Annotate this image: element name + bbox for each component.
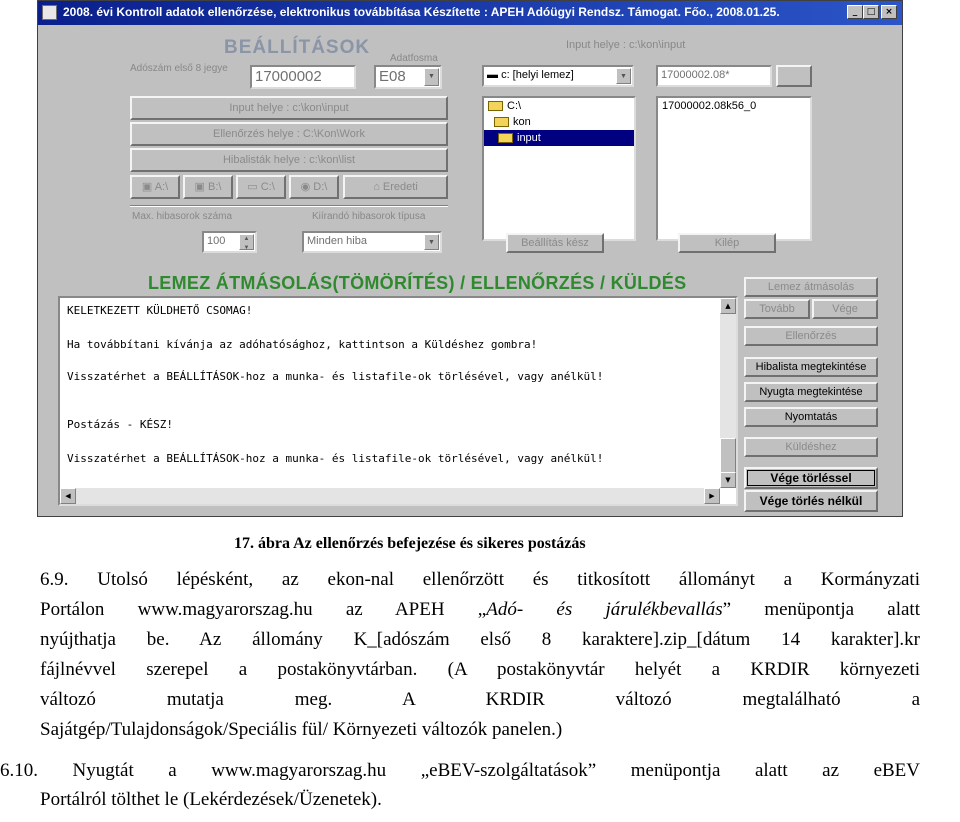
- folder-open-icon: [498, 133, 513, 143]
- taxid-input[interactable]: 17000002: [250, 65, 356, 89]
- errorlist-location-button[interactable]: Hibalisták helye : c:\kon\list: [130, 148, 448, 172]
- check-location-button[interactable]: Ellenőrzés helye : C:\Kon\Work: [130, 122, 448, 146]
- drive-a-button[interactable]: [130, 175, 180, 199]
- tree-item-label: kon: [513, 116, 531, 128]
- input-location-button[interactable]: Input helye : c:\kon\input: [130, 96, 448, 120]
- send-button[interactable]: Küldéshez: [744, 437, 878, 457]
- log-line: Visszatérhet a BEÁLLÍTÁSOK-hoz a munka- és listafile-ok törlésével, vagy anélkül!: [67, 370, 604, 383]
- cdrom-icon: ◉: [300, 181, 311, 193]
- figure-caption: 17. ábra Az ellenőrzés befejezése és sikeres postázás: [234, 535, 586, 552]
- divider: [130, 205, 448, 207]
- drive-d-label: D:\: [313, 181, 328, 193]
- paragraph-line: [40, 599, 920, 621]
- print-button[interactable]: Nyomtatás: [744, 407, 878, 427]
- paragraph-line: Portálról tölthet le (Lekérdezések/Üzenetek).: [40, 789, 382, 810]
- log-textarea[interactable]: [58, 296, 738, 506]
- original-button[interactable]: [343, 175, 448, 199]
- minimize-button[interactable]: _: [847, 5, 863, 19]
- settings-title: BEÁLLÍTÁSOK: [224, 37, 371, 58]
- file-list[interactable]: [656, 96, 812, 241]
- view-errorlist-button[interactable]: Hibalista megtekintése: [744, 357, 878, 377]
- paragraph-line: 6.9. Utolsó lépésként, az ekon-nal ellenőrzött és titkosított állományt a Kormányzati: [40, 569, 920, 590]
- paragraph-line: fájlnévvel szerepel a postakönyvtárban. (A postakönyvtár helyét a KRDIR környezeti: [40, 659, 920, 680]
- drive-b-button[interactable]: [183, 175, 233, 199]
- chevron-down-icon[interactable]: ▼: [424, 68, 439, 86]
- tree-item-selected[interactable]: [484, 130, 634, 146]
- tree-item[interactable]: [484, 98, 634, 114]
- max-errors-value: 100: [207, 235, 226, 247]
- error-type-label: Kiírandó hibasorok típusa: [312, 211, 426, 222]
- drive-select[interactable]: [482, 65, 634, 87]
- taxid-label: Adószám első 8 jegye: [130, 63, 228, 74]
- file-item[interactable]: 17000002.08k56_0: [662, 100, 757, 112]
- floppy-icon: ▣: [194, 181, 205, 193]
- spinner-icon[interactable]: ▲ ▼: [239, 234, 254, 250]
- maximize-button[interactable]: □: [863, 5, 879, 19]
- title-bar: [38, 1, 902, 25]
- log-line: Ha továbbítani kívánja az adóhatósághoz, kattintson a Küldéshez gombra!: [67, 338, 538, 351]
- process-title: LEMEZ ÁTMÁSOLÁS(TÖMÖRÍTÉS) / ELLENŐRZÉS / KÜLDÉS: [148, 273, 687, 293]
- harddisk-icon: ▬: [487, 69, 498, 81]
- max-errors-input[interactable]: [202, 231, 257, 253]
- error-type-value: Minden hiba: [307, 235, 367, 247]
- drive-c-label: C:\: [260, 181, 275, 193]
- file-filter-input[interactable]: 17000002.08*: [656, 65, 772, 87]
- scroll-up-icon[interactable]: ▲: [720, 298, 736, 314]
- floppy-icon: ▣: [141, 181, 153, 193]
- folder-tree[interactable]: [482, 96, 636, 241]
- text-run: ” menüpontja alatt: [722, 599, 920, 620]
- form-select[interactable]: [374, 65, 442, 89]
- scroll-left-icon[interactable]: ◀: [60, 488, 76, 504]
- drive-d-button[interactable]: [289, 175, 339, 199]
- tree-item-label: input: [517, 132, 541, 144]
- input-location-title: Input helye : c:\kon\input: [566, 39, 686, 51]
- next-button[interactable]: Tovább: [744, 299, 810, 319]
- paragraph-line: nyújthatja be. Az állomány K_[adószám első 8 karaktere].zip_[dátum 14 karakter].kr: [40, 629, 920, 650]
- folder-open-icon: ⌂: [373, 181, 380, 193]
- exit-button[interactable]: Kilép: [678, 233, 776, 253]
- app-icon: [42, 5, 57, 20]
- form-label: Adatfosma: [390, 53, 438, 64]
- chevron-down-icon[interactable]: ▼: [616, 68, 631, 84]
- text-run: Portálon www.magyarorszag.hu az APEH „: [40, 599, 487, 620]
- original-label: Eredeti: [382, 181, 418, 193]
- form-select-value: E08: [379, 68, 406, 85]
- window-title: 2008. évi Kontroll adatok ellenőrzése, elektronikus továbbítása Készítette : APEH Adóügyi Rendsz. Támogat. Főo., 2008.01.25.: [63, 5, 780, 19]
- application-window: [37, 0, 903, 517]
- horizontal-scrollbar[interactable]: [60, 488, 720, 504]
- drive-b-label: B:\: [208, 181, 222, 193]
- log-line: Visszatérhet a BEÁLLÍTÁSOK-hoz a munka- és listafile-ok törlésével, vagy anélkül!: [67, 452, 604, 465]
- tree-item[interactable]: [484, 114, 634, 130]
- view-receipt-button[interactable]: Nyugta megtekintése: [744, 382, 878, 402]
- paragraph-line: Sajátgép/Tulajdonságok/Speciális fül/ Környezeti változók panelen.): [40, 719, 563, 740]
- scroll-down-icon[interactable]: ▼: [720, 472, 736, 488]
- scroll-right-icon[interactable]: ▶: [704, 488, 720, 504]
- drive-select-value: c: [helyi lemez]: [501, 69, 574, 81]
- drive-a-label: A:\: [154, 181, 169, 193]
- filter-button[interactable]: [776, 65, 812, 87]
- log-line: Postázás - KÉSZ!: [67, 418, 173, 431]
- end-nodelete-button[interactable]: Vége törlés nélkül: [744, 490, 878, 512]
- scroll-thumb[interactable]: [720, 438, 736, 474]
- close-button[interactable]: ×: [881, 5, 897, 19]
- tree-item-label: C:\: [507, 100, 522, 112]
- vertical-scrollbar[interactable]: [720, 298, 736, 488]
- end-delete-button[interactable]: Vége törléssel: [744, 467, 878, 489]
- harddisk-icon: ▭: [247, 181, 258, 193]
- paragraph-line: változó mutatja meg. A KRDIR változó megtalálható a: [40, 689, 920, 710]
- paragraph-line: 6.10. Nyugtát a www.magyarorszag.hu „eBEV-szolgáltatások” menüpontja alatt az eBEV: [0, 760, 920, 781]
- settings-done-button[interactable]: Beállítás kész: [506, 233, 604, 253]
- copy-disk-button[interactable]: Lemez átmásolás: [744, 277, 878, 297]
- check-button[interactable]: Ellenőrzés: [744, 326, 878, 346]
- drive-c-button[interactable]: [236, 175, 286, 199]
- folder-open-icon: [494, 117, 509, 127]
- chevron-down-icon[interactable]: ▼: [424, 234, 439, 250]
- error-type-select[interactable]: [302, 231, 442, 253]
- folder-open-icon: [488, 101, 503, 111]
- end-button[interactable]: Vége: [812, 299, 878, 319]
- log-line: KELETKEZETT KÜLDHETŐ CSOMAG!: [67, 304, 253, 317]
- max-errors-label: Max. hibasorok száma: [132, 211, 233, 222]
- italic-text: Adó- és járulékbevallás: [486, 599, 723, 620]
